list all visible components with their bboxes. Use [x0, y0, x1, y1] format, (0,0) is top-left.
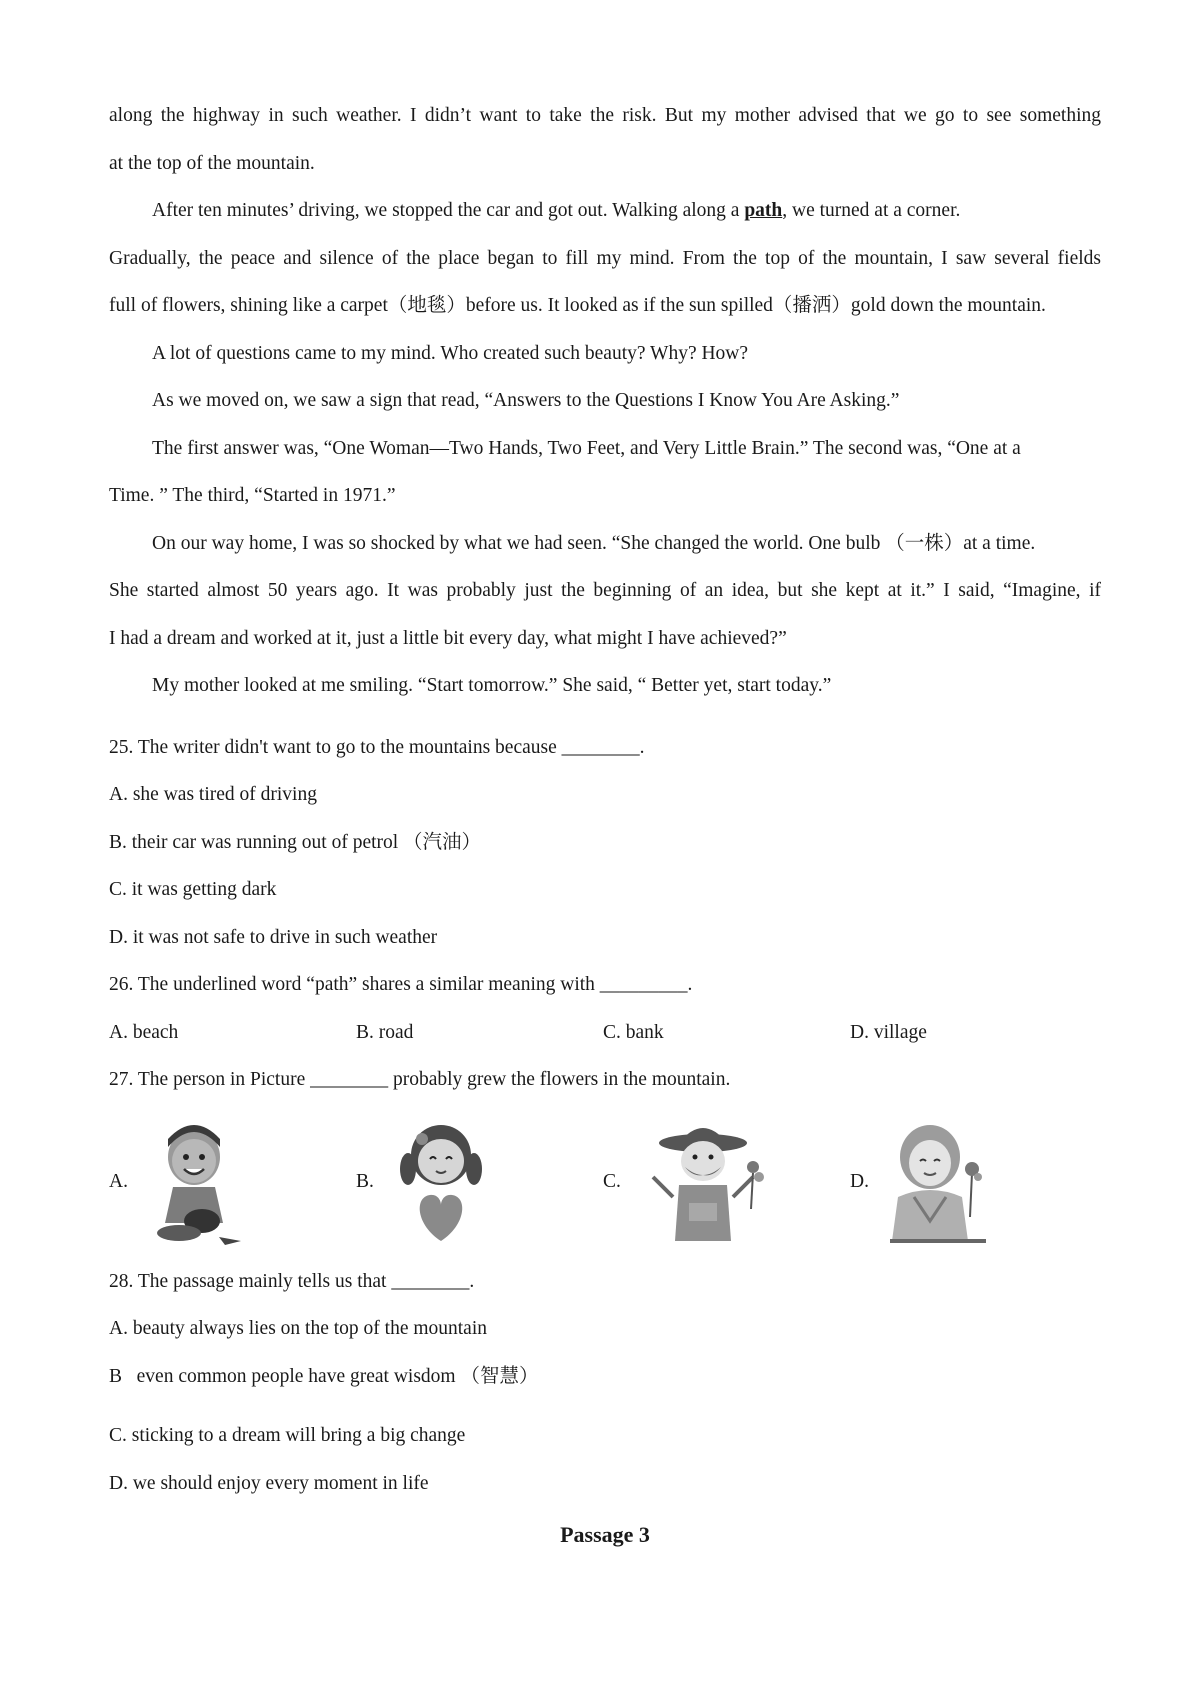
question-25-option-c[interactable]: C. it was getting dark — [109, 879, 277, 900]
question-25-option-d[interactable]: D. it was not safe to drive in such weather — [109, 926, 438, 948]
question-26-option-d[interactable]: D. village — [850, 1021, 927, 1043]
question-26-option-b[interactable]: B. road — [356, 1021, 414, 1043]
boy-planting-picture — [139, 1117, 249, 1247]
question-28-option-a[interactable]: A. beauty always lies on the top of the mountain — [109, 1318, 488, 1339]
question-27-option-c[interactable] — [603, 1112, 850, 1252]
passage-body — [109, 92, 1101, 710]
question-28-stem: 28. The passage mainly tells us that ________. — [109, 1270, 475, 1292]
question-27-option-a[interactable] — [109, 1112, 356, 1252]
question-27-option-b[interactable] — [356, 1112, 603, 1252]
paragraph-4: As we moved on, we saw a sign that read, “Answers to the Questions I Know You Are Asking.” — [152, 390, 900, 411]
paragraph-2-line-3: full of flowers, shining like a carpet（地毯）before us. It looked as if the sun spilled（播洒）gold down the mountain. — [109, 295, 1046, 316]
underlined-word-path: path — [744, 200, 783, 221]
paragraph-3: A lot of questions came to my mind. Who created such beauty? Why? How? — [152, 342, 749, 364]
question-28-option-d[interactable]: D. we should enjoy every moment in life — [109, 1472, 429, 1494]
question-27-stem: 27. The person in Picture ________ probably grew the flowers in the mountain. — [109, 1069, 731, 1090]
next-passage-heading: Passage 3 — [560, 1522, 650, 1547]
question-28 — [109, 1258, 1101, 1508]
question-26 — [109, 961, 1101, 1056]
question-28-option-b[interactable]: B even common people have great wisdom （智慧） — [109, 1365, 539, 1387]
question-26-option-c[interactable]: C. bank — [603, 1021, 664, 1043]
question-28-option-c[interactable]: C. sticking to a dream will bring a big change — [109, 1425, 466, 1446]
paragraph-5-line-1: The first answer was, “One Woman—Two Hands, Two Feet, and Very Little Brain.” The second was, “One at a — [152, 437, 1021, 459]
question-27-pictures — [109, 1112, 1101, 1252]
question-25-option-b[interactable]: B. their car was running out of petrol （汽油） — [109, 831, 482, 853]
question-25-option-a[interactable]: A. she was tired of driving — [109, 784, 317, 805]
paragraph-6-line-3: I had a dream and worked at it, just a little bit every day, what might I have achieved?” — [109, 627, 787, 649]
question-26-option-a[interactable]: A. beach — [109, 1021, 179, 1043]
paragraph-2-line-1: After ten minutes’ driving, we stopped the car and got out. Walking along a path, we turned at a corner. — [152, 200, 961, 221]
woman-with-flower-picture — [880, 1117, 990, 1247]
girl-with-heart-picture — [386, 1117, 496, 1247]
question-26-stem: 26. The underlined word “path” shares a similar meaning with _________. — [109, 974, 693, 995]
old-man-with-flowers-picture — [633, 1117, 773, 1247]
option-letter: A. — [109, 1170, 128, 1192]
paragraph-6-line-2: She started almost 50 years ago. It was probably just the beginning of an idea, but she kept at it.” I said, “Imagine, if — [109, 580, 1101, 601]
question-27-option-d[interactable] — [850, 1112, 1097, 1252]
question-25-stem: 25. The writer didn't want to go to the mountains because ________. — [109, 736, 645, 758]
exam-page — [109, 92, 1101, 1559]
paragraph-2-line-2: Gradually, the peace and silence of the place began to fill my mind. From the top of the mountain, I saw several fields — [109, 247, 1101, 269]
option-letter: B. — [356, 1170, 374, 1192]
passage-line: along the highway in such weather. I didn’t want to take the risk. But my mother advised that we go to see something — [109, 105, 1101, 126]
passage-line: at the top of the mountain. — [109, 152, 315, 174]
paragraph-7: My mother looked at me smiling. “Start tomorrow.” She said, “ Better yet, start today.” — [152, 675, 832, 696]
question-26-options — [109, 1009, 1101, 1057]
question-27 — [109, 1056, 1101, 1252]
option-letter: D. — [850, 1170, 869, 1192]
option-letter: C. — [603, 1170, 621, 1192]
paragraph-5-line-2: Time. ” The third, “Started in 1971.” — [109, 485, 396, 506]
paragraph-6-line-1: On our way home, I was so shocked by what we had seen. “She changed the world. One bulb （一株）at a time. — [152, 532, 1036, 554]
question-25 — [109, 724, 1101, 962]
